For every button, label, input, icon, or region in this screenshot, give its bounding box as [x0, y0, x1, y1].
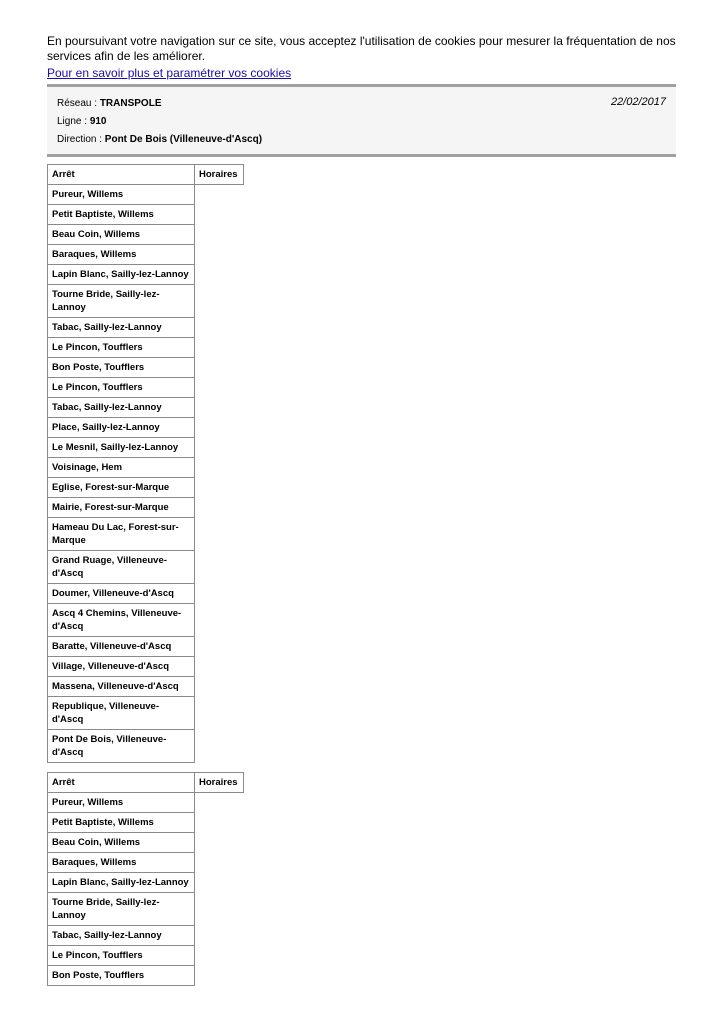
- times-cell: [195, 185, 244, 205]
- stops-table-body: [48, 185, 244, 763]
- times-cell: [195, 458, 244, 478]
- table-row: [48, 418, 244, 438]
- table-row: [48, 185, 244, 205]
- stop-name-cell: Le Pincon, Toufflers: [48, 338, 195, 358]
- table-row: [48, 873, 244, 893]
- stop-name-cell: Tourne Bride, Sailly-lez-Lannoy: [48, 893, 195, 926]
- table-row: [48, 637, 244, 657]
- times-cell: [195, 637, 244, 657]
- times-cell: [195, 398, 244, 418]
- stop-name-cell: Ascq 4 Chemins, Villeneuve-d'Ascq: [48, 604, 195, 637]
- stop-name-cell: Le Pincon, Toufflers: [48, 946, 195, 966]
- table-row: [48, 853, 244, 873]
- cookie-settings-link[interactable]: Pour en savoir plus et paramétrer vos cookies: [47, 66, 292, 80]
- table-row: [48, 730, 244, 763]
- stop-name-cell: Tabac, Sailly-lez-Lannoy: [48, 926, 195, 946]
- stop-name-cell: Baratte, Villeneuve-d'Ascq: [48, 637, 195, 657]
- times-cell: [195, 498, 244, 518]
- stop-name-cell: Hameau Du Lac, Forest-sur-Marque: [48, 518, 195, 551]
- table-row: [48, 225, 244, 245]
- stops-table-body: [48, 793, 244, 986]
- stop-name-cell: Bon Poste, Toufflers: [48, 358, 195, 378]
- stop-name-cell: Pont De Bois, Villeneuve-d'Ascq: [48, 730, 195, 763]
- stop-name-cell: Eglise, Forest-sur-Marque: [48, 478, 195, 498]
- cookie-notice-text: En poursuivant votre navigation sur ce site, vous acceptez l'utilisation de cookies pour mesurer la fréquentation de nos services afin de les améliorer.: [47, 34, 676, 63]
- stop-name-cell: Tabac, Sailly-lez-Lannoy: [48, 398, 195, 418]
- stop-name-cell: Village, Villeneuve-d'Ascq: [48, 657, 195, 677]
- times-cell: [195, 833, 244, 853]
- line-number-info: [57, 116, 107, 128]
- network-info: [57, 98, 161, 110]
- table-row: [48, 551, 244, 584]
- stop-name-cell: Tourne Bride, Sailly-lez-Lannoy: [48, 285, 195, 318]
- times-cell: [195, 813, 244, 833]
- stop-name-cell: Baraques, Willems: [48, 245, 195, 265]
- line-label: Ligne :: [57, 116, 90, 127]
- times-cell: [195, 584, 244, 604]
- times-cell: [195, 853, 244, 873]
- times-cell: [195, 338, 244, 358]
- stop-name-cell: Place, Sailly-lez-Lannoy: [48, 418, 195, 438]
- times-cell: [195, 697, 244, 730]
- stop-name-cell: Le Mesnil, Sailly-lez-Lannoy: [48, 438, 195, 458]
- stops-table-1: [47, 164, 244, 763]
- times-cell: [195, 205, 244, 225]
- table-row: [48, 677, 244, 697]
- table-row: [48, 265, 244, 285]
- line-value: 910: [89, 116, 107, 127]
- table-row: [48, 478, 244, 498]
- line-info-box: [47, 84, 676, 157]
- times-cell: [195, 946, 244, 966]
- stop-name-cell: Mairie, Forest-sur-Marque: [48, 498, 195, 518]
- times-cell: [195, 518, 244, 551]
- stop-name-cell: Massena, Villeneuve-d'Ascq: [48, 677, 195, 697]
- stop-name-cell: Republique, Villeneuve-d'Ascq: [48, 697, 195, 730]
- table-row: [48, 604, 244, 637]
- stop-name-cell: Grand Ruage, Villeneuve-d'Ascq: [48, 551, 195, 584]
- header-stop: Arrêt: [48, 165, 195, 185]
- table-row: [48, 813, 244, 833]
- times-cell: [195, 657, 244, 677]
- timetable-date: 22/02/2017: [610, 96, 666, 108]
- direction-value: Pont De Bois (Villeneuve-d'Ascq): [104, 134, 263, 145]
- stop-name-cell: Voisinage, Hem: [48, 458, 195, 478]
- times-cell: [195, 926, 244, 946]
- times-cell: [195, 677, 244, 697]
- header-stop: Arrêt: [48, 773, 195, 793]
- times-cell: [195, 793, 244, 813]
- network-label: Réseau :: [57, 98, 100, 109]
- times-cell: [195, 245, 244, 265]
- table-row: [48, 338, 244, 358]
- stop-name-cell: Baraques, Willems: [48, 853, 195, 873]
- table-row: [48, 893, 244, 926]
- times-cell: [195, 285, 244, 318]
- table-row: [48, 378, 244, 398]
- table-row: [48, 318, 244, 338]
- table-row: [48, 697, 244, 730]
- times-cell: [195, 418, 244, 438]
- times-cell: [195, 225, 244, 245]
- table-header-row: [48, 773, 244, 793]
- table-row: [48, 584, 244, 604]
- times-cell: [195, 265, 244, 285]
- stop-name-cell: Bon Poste, Toufflers: [48, 966, 195, 986]
- table-row: [48, 793, 244, 813]
- table-row: [48, 657, 244, 677]
- times-cell: [195, 893, 244, 926]
- table-row: [48, 398, 244, 418]
- table-row: [48, 498, 244, 518]
- stop-name-cell: Lapin Blanc, Sailly-lez-Lannoy: [48, 873, 195, 893]
- table-row: [48, 205, 244, 225]
- table-row: [48, 833, 244, 853]
- table-row: [48, 926, 244, 946]
- table-row: [48, 358, 244, 378]
- stop-name-cell: Pureur, Willems: [48, 185, 195, 205]
- header-times: Horaires: [195, 773, 244, 793]
- table-row: [48, 458, 244, 478]
- document-page: [47, 34, 676, 988]
- table-row: [48, 245, 244, 265]
- network-value: TRANSPOLE: [99, 98, 162, 109]
- table-row: [48, 518, 244, 551]
- table-header-row: [48, 165, 244, 185]
- times-cell: [195, 966, 244, 986]
- stop-name-cell: Le Pincon, Toufflers: [48, 378, 195, 398]
- stop-name-cell: Petit Baptiste, Willems: [48, 813, 195, 833]
- table-row: [48, 438, 244, 458]
- direction-info: [57, 134, 262, 146]
- stop-name-cell: Beau Coin, Willems: [48, 225, 195, 245]
- header-times: Horaires: [195, 165, 244, 185]
- stop-name-cell: Beau Coin, Willems: [48, 833, 195, 853]
- times-cell: [195, 378, 244, 398]
- stop-name-cell: Pureur, Willems: [48, 793, 195, 813]
- direction-label: Direction :: [57, 134, 105, 145]
- times-cell: [195, 551, 244, 584]
- stop-name-cell: Tabac, Sailly-lez-Lannoy: [48, 318, 195, 338]
- stop-name-cell: Lapin Blanc, Sailly-lez-Lannoy: [48, 265, 195, 285]
- times-cell: [195, 438, 244, 458]
- times-cell: [195, 730, 244, 763]
- table-row: [48, 966, 244, 986]
- table-row: [48, 946, 244, 966]
- times-cell: [195, 318, 244, 338]
- stop-name-cell: Doumer, Villeneuve-d'Ascq: [48, 584, 195, 604]
- times-cell: [195, 604, 244, 637]
- times-cell: [195, 873, 244, 893]
- times-cell: [195, 478, 244, 498]
- times-cell: [195, 358, 244, 378]
- stops-table-2: [47, 772, 244, 986]
- stop-name-cell: Petit Baptiste, Willems: [48, 205, 195, 225]
- table-row: [48, 285, 244, 318]
